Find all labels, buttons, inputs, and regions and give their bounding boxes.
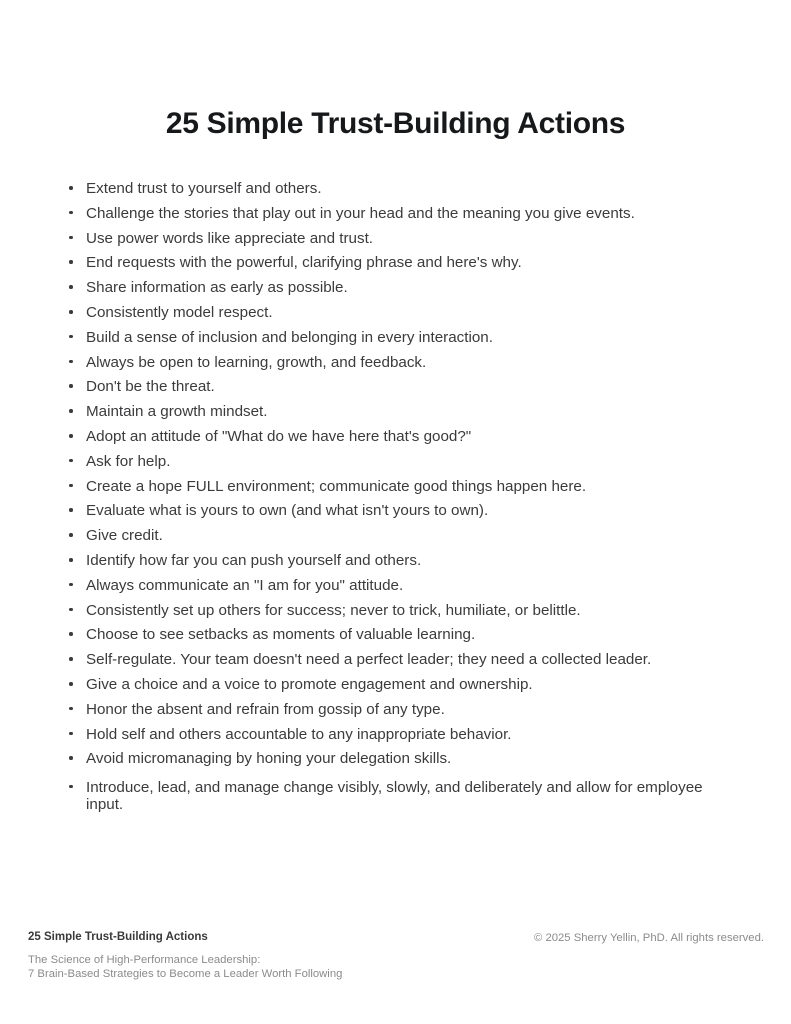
list-item (68, 354, 720, 372)
list-item-text: Choose to see setbacks as moments of valuable learning. (86, 626, 476, 644)
footer-subtitle-line-1: The Science of High-Performance Leadership: (28, 954, 261, 966)
bullet-icon (69, 682, 73, 686)
bullet-icon (69, 558, 73, 562)
bullet-icon (69, 583, 73, 587)
list-item (68, 378, 720, 396)
list-item-text: Maintain a growth mindset. (86, 403, 268, 421)
bullet-icon (69, 409, 73, 413)
list-item (68, 750, 720, 768)
list-item-text: Share information as early as possible. (86, 279, 348, 297)
list-item-text: Extend trust to yourself and others. (86, 180, 322, 197)
bullet-icon (69, 732, 73, 736)
page-title: 25 Simple Trust-Building Actions (165, 107, 626, 141)
list-item-text: Challenge the stories that play out in your head and the meaning you give events. (86, 204, 635, 222)
list-item-text: Consistently model respect. (86, 303, 273, 321)
footer-subtitle-line-2: 7 Brain-Based Strategies to Become a Leader Worth Following (28, 968, 343, 981)
list-item (68, 279, 720, 297)
bullet-icon (69, 434, 73, 438)
bullet-icon (69, 186, 73, 190)
list-item (68, 779, 720, 814)
list-item-text: Build a sense of inclusion and belonging in every interaction. (86, 328, 493, 346)
list-item-text: Use power words like appreciate and trust. (86, 229, 374, 247)
list-item (68, 304, 720, 322)
footer-left-block (28, 930, 448, 981)
bullet-icon (69, 657, 73, 661)
bullet-icon (69, 484, 73, 488)
page-footer (28, 930, 764, 982)
bullet-icon (69, 236, 73, 240)
bullet-icon (69, 459, 73, 463)
list-item (68, 552, 720, 570)
footer-document-name: 25 Simple Trust-Building Actions (28, 931, 208, 943)
bullet-icon (69, 310, 73, 314)
bullet-icon (69, 335, 73, 339)
list-item-text: End requests with the powerful, clarifying phrase and here's why. (86, 254, 522, 272)
footer-copyright: © 2025 Sherry Yellin, PhD. All rights reserved. (534, 932, 764, 944)
list-item-text: Evaluate what is yours to own (and what isn't yours to own). (86, 502, 489, 520)
list-item (68, 478, 720, 496)
list-item (68, 230, 720, 248)
list-item-text: Consistently set up others for success; never to trick, humiliate, or belittle. (86, 601, 581, 619)
list-item-text: Identify how far you can push yourself and others. (86, 551, 422, 569)
list-item (68, 577, 720, 595)
list-item (68, 254, 720, 272)
list-item-text: Always be open to learning, growth, and feedback. (86, 353, 427, 371)
bullet-icon (69, 508, 73, 512)
list-item (68, 676, 720, 694)
list-item-text: Don't be the threat. (86, 378, 215, 396)
bullet-icon (69, 360, 73, 364)
list-item-text: Avoid micromanaging by honing your delegation skills. (86, 750, 452, 768)
list-item (68, 502, 720, 520)
list-item-text: Hold self and others accountable to any inappropriate behavior. (86, 725, 512, 743)
list-item (68, 602, 720, 620)
list-item-text: Honor the absent and refrain from gossip of any type. (86, 700, 445, 718)
bullet-icon (69, 260, 73, 264)
list-item (68, 180, 720, 198)
list-item (68, 701, 720, 719)
bullet-icon (69, 211, 73, 215)
bullet-icon (69, 533, 73, 537)
list-item-text: Create a hope FULL environment; communicate good things happen here. (86, 477, 587, 495)
bullet-icon (69, 285, 73, 289)
list-item (68, 428, 720, 446)
bullet-icon (69, 608, 73, 612)
list-item (68, 205, 720, 223)
list-item (68, 527, 720, 545)
list-item (68, 626, 720, 644)
bullet-icon (69, 632, 73, 636)
trust-building-actions-list (68, 180, 720, 821)
list-item (68, 726, 720, 744)
bullet-icon (69, 707, 73, 711)
list-item-text: Self-regulate. Your team doesn't need a perfect leader; they need a collected leader. (86, 651, 652, 669)
list-item (68, 453, 720, 471)
list-item-text: Give credit. (86, 527, 163, 545)
list-item-text: Always communicate an "I am for you" attitude. (86, 576, 404, 594)
list-item (68, 329, 720, 347)
list-item-text: Give a choice and a voice to promote engagement and ownership. (86, 675, 533, 693)
list-item (68, 403, 720, 421)
list-item (68, 651, 720, 669)
bullet-icon (69, 756, 73, 760)
list-item-text: Adopt an attitude of "What do we have here that's good?" (86, 427, 472, 445)
list-item-text: Introduce, lead, and manage change visibly, slowly, and deliberately and allow for employee input. (86, 778, 703, 814)
bullet-icon (69, 785, 73, 789)
bullet-icon (69, 384, 73, 388)
list-item-text: Ask for help. (86, 452, 171, 470)
